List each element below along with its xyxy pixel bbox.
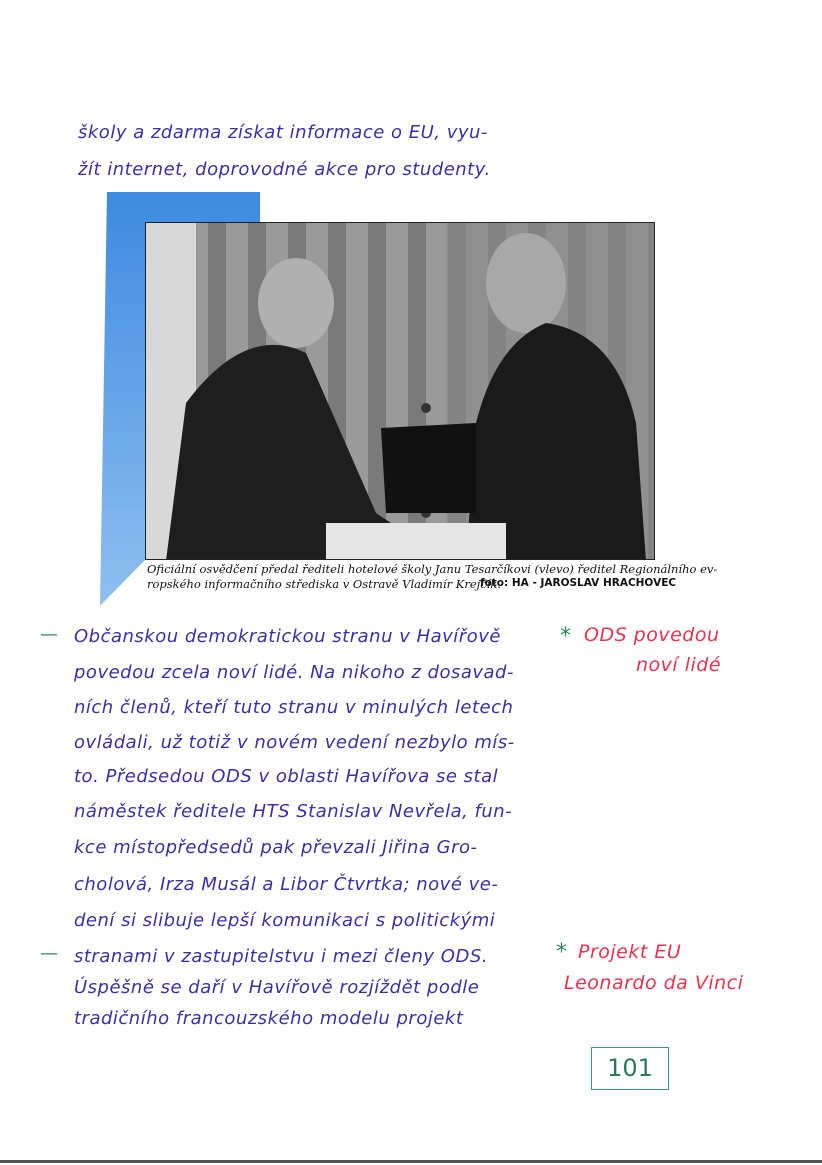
margin-note: Leonardo da Vinci	[564, 972, 744, 994]
body-line: Úspěšně se daří v Havířově rozjíždět podle	[74, 977, 480, 998]
asterisk-icon: *	[560, 624, 572, 649]
bullet-marker: —	[40, 943, 59, 964]
intro-line: školy a zdarma získat informace o EU, vyu-	[78, 122, 488, 143]
body-line: ních členů, kteří tuto stranu v minulých letech	[74, 697, 514, 718]
body-line: ovládali, už totiž v novém vedení nezbylo mís-	[74, 732, 515, 753]
body-line: kce místopředsedů pak převzali Jiřina Gro-	[74, 837, 478, 858]
photo-caption: Oficiální osvědčení předal řediteli hotelové školy Janu Tesarčíkovi (vlevo) ředitel Regionálního ev-	[147, 562, 718, 576]
intro-line: žít internet, doprovodné akce pro studenty.	[78, 159, 491, 180]
asterisk-icon: *	[556, 940, 568, 965]
photo-caption-line2	[147, 577, 677, 591]
body-line: povedou zcela noví lidé. Na nikoho z dosavad-	[74, 662, 514, 683]
page-number: 101	[591, 1047, 669, 1090]
photo-credit: foto: HA - JAROSLAV HRACHOVEC	[480, 577, 677, 589]
newspaper-photo	[145, 222, 655, 560]
margin-note: ODS povedou	[584, 624, 720, 646]
margin-note: Projekt EU	[578, 941, 682, 963]
body-line: tradičního francouzského modelu projekt	[74, 1008, 464, 1029]
photo-caption: ropského informačního střediska v Ostravě Vladimír Krejčík.	[147, 577, 501, 591]
margin-note: noví lidé	[636, 654, 722, 676]
body-line: Občanskou demokratickou stranu v Havířově	[74, 626, 501, 647]
scan-edge-line	[0, 1160, 822, 1163]
body-line: stranami v zastupitelstvu i mezi členy ODS.	[74, 946, 488, 967]
bullet-marker: —	[40, 624, 59, 645]
body-line: to. Předsedou ODS v oblasti Havířova se stal	[74, 766, 499, 787]
body-line: dení si slibuje lepší komunikaci s politickými	[74, 910, 496, 931]
body-line: cholová, Irza Musál a Libor Čtvrtka; nové ve-	[74, 874, 499, 895]
body-line: náměstek ředitele HTS Stanislav Nevřela, fun-	[74, 801, 513, 822]
